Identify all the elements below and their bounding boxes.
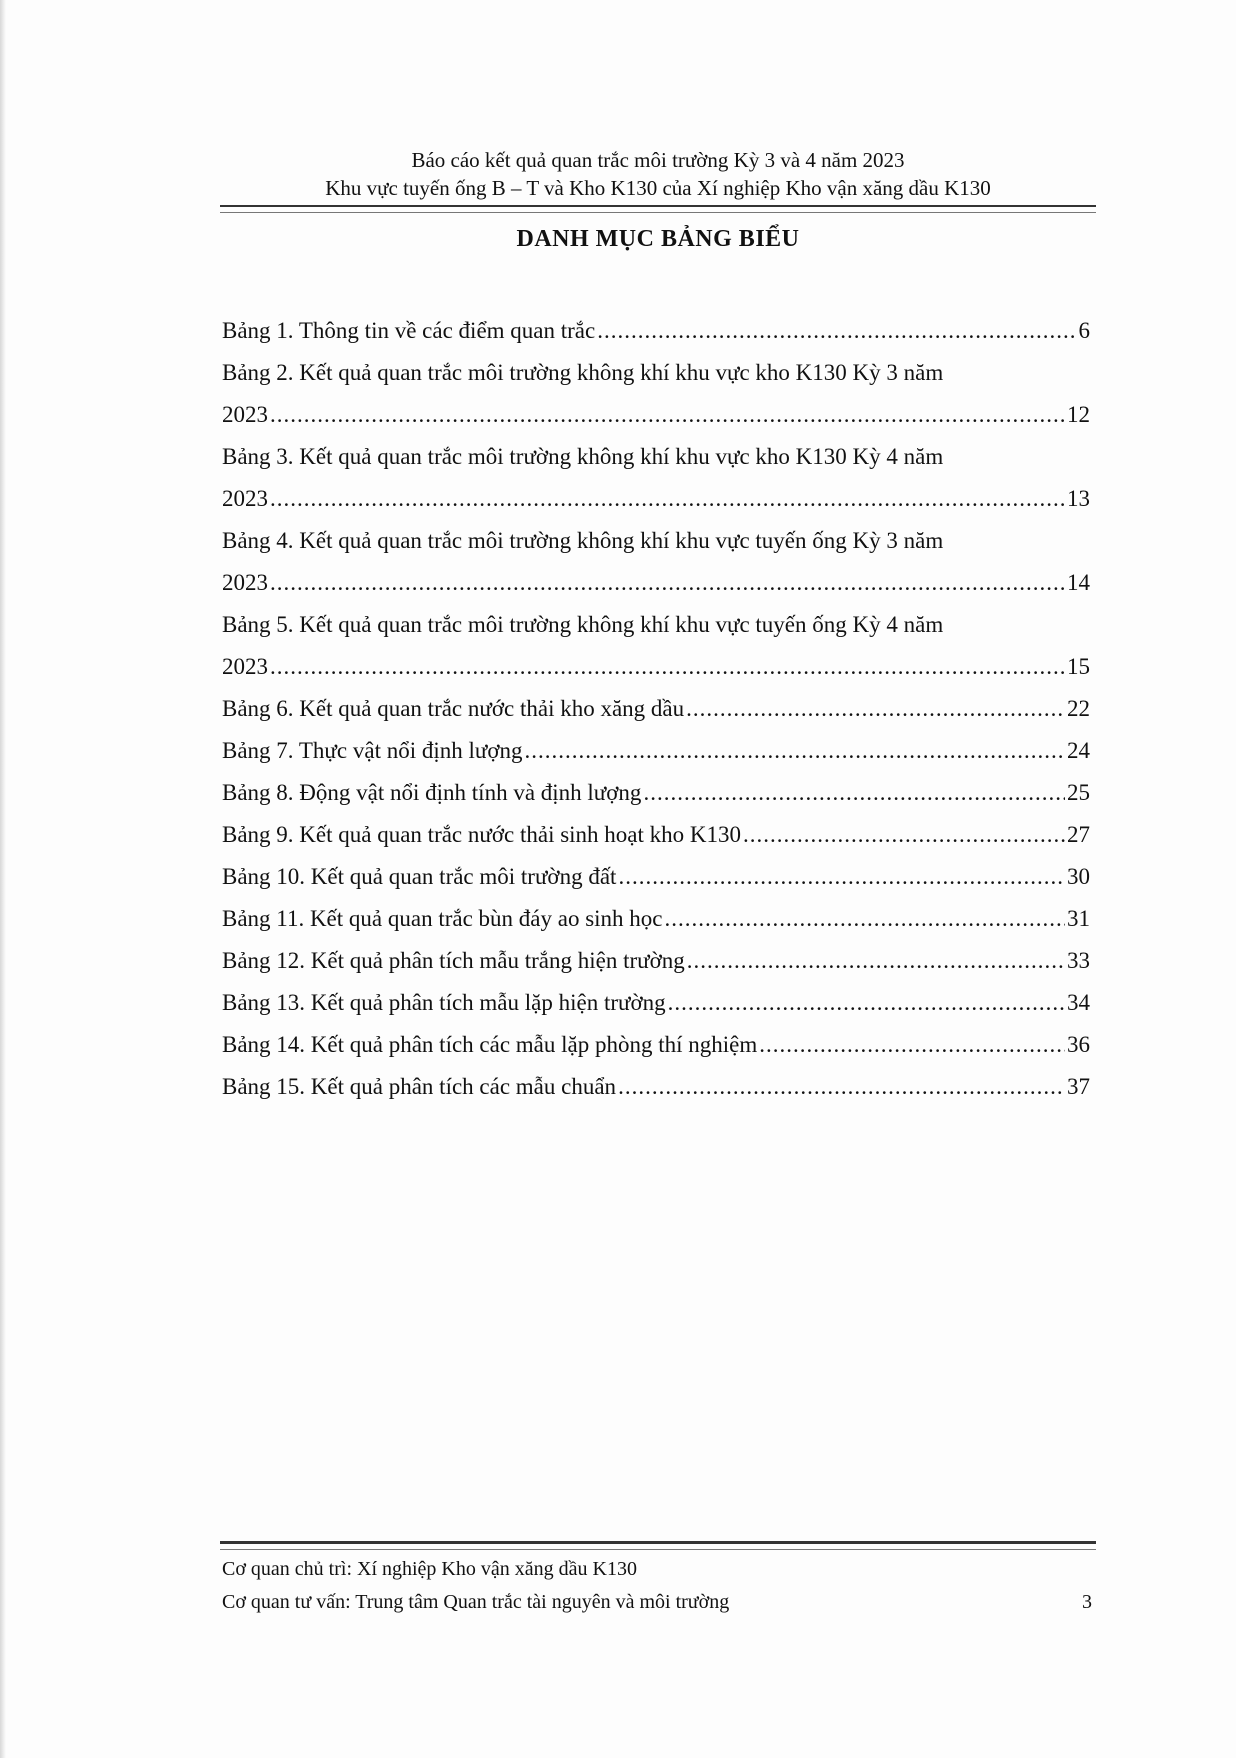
table-of-tables — [222, 310, 1090, 1108]
toc-page-number: 31 — [1067, 906, 1090, 931]
toc-entry-title: Bảng 2. Kết quả quan trắc môi trường không khí khu vực kho K130 Kỳ 3 năm — [222, 360, 944, 385]
dot-leader — [270, 646, 1065, 688]
toc-entry-title: Bảng 9. Kết quả quan trắc nước thải sinh hoạt kho K130 — [222, 822, 742, 847]
toc-entry-title-continued: 2023 — [222, 402, 268, 427]
toc-page-number: 33 — [1067, 948, 1090, 973]
toc-entry-line — [222, 940, 1090, 982]
toc-page-number: 12 — [1067, 402, 1090, 427]
dot-leader — [668, 982, 1065, 1024]
dot-leader — [759, 1024, 1065, 1066]
toc-page-number: 34 — [1067, 990, 1090, 1015]
toc-entry[interactable] — [222, 310, 1090, 352]
toc-entry[interactable] — [222, 352, 1090, 436]
toc-entry-line — [222, 310, 1090, 352]
toc-entry[interactable] — [222, 856, 1090, 898]
toc-page-number: 6 — [1078, 318, 1090, 343]
toc-entry-title: Bảng 14. Kết quả phân tích các mẫu lặp phòng thí nghiệm — [222, 1032, 758, 1057]
toc-entry[interactable] — [222, 688, 1090, 730]
footer-rule — [220, 1541, 1096, 1550]
toc-entry-line — [222, 646, 1090, 688]
dot-leader — [270, 478, 1065, 520]
toc-entry-line — [222, 478, 1090, 520]
toc-entry-line — [222, 1066, 1090, 1108]
dot-leader — [743, 814, 1065, 856]
toc-page-number: 25 — [1067, 780, 1090, 805]
toc-entry-line — [222, 730, 1090, 772]
dot-leader — [618, 856, 1065, 898]
toc-entry-title: Bảng 5. Kết quả quan trắc môi trường không khí khu vực tuyến ống Kỳ 4 năm — [222, 612, 944, 637]
toc-page-number: 27 — [1067, 822, 1090, 847]
header-line-2: Khu vực tuyến ống B – T và Kho K130 của Xí nghiệp Kho vận xăng dầu K130 — [325, 176, 991, 200]
toc-page-number: 15 — [1067, 654, 1090, 679]
dot-leader — [270, 394, 1065, 436]
toc-entry-title: Bảng 11. Kết quả quan trắc bùn đáy ao sinh học — [222, 906, 663, 931]
dot-leader — [687, 940, 1065, 982]
toc-entry-line — [222, 688, 1090, 730]
toc-page-number: 24 — [1067, 738, 1090, 763]
toc-entry[interactable] — [222, 982, 1090, 1024]
dot-leader — [270, 562, 1065, 604]
page-title: DANH MỤC BẢNG BIỂU — [516, 226, 800, 252]
toc-entry-title-continued: 2023 — [222, 570, 268, 595]
toc-entry-title: Bảng 1. Thông tin về các điểm quan trắc — [222, 318, 596, 343]
toc-entry-title: Bảng 12. Kết quả phân tích mẫu trắng hiện trường — [222, 948, 685, 973]
footer-line-2: Cơ quan tư vấn: Trung tâm Quan trắc tài nguyên và môi trường — [222, 1591, 730, 1613]
running-header — [220, 146, 1096, 202]
header-line-1: Báo cáo kết quả quan trắc môi trường Kỳ 3 và 4 năm 2023 — [411, 148, 905, 172]
toc-entry[interactable] — [222, 898, 1090, 940]
toc-entry-title: Bảng 15. Kết quả phân tích các mẫu chuẩn — [222, 1074, 617, 1099]
toc-page-number: 14 — [1067, 570, 1090, 595]
dot-leader — [597, 310, 1076, 352]
header-rule — [220, 205, 1096, 213]
toc-entry-title: Bảng 3. Kết quả quan trắc môi trường không khí khu vực kho K130 Kỳ 4 năm — [222, 444, 944, 469]
toc-entry-title: Bảng 8. Động vật nổi định tính và định lượng — [222, 780, 642, 805]
toc-entry-line — [222, 562, 1090, 604]
toc-entry-line — [222, 814, 1090, 856]
toc-page-number: 30 — [1067, 864, 1090, 889]
toc-entry-title: Bảng 6. Kết quả quan trắc nước thải kho xăng dầu — [222, 696, 685, 721]
toc-page-number: 13 — [1067, 486, 1090, 511]
toc-entry[interactable] — [222, 520, 1090, 604]
toc-entry[interactable] — [222, 1024, 1090, 1066]
dot-leader — [686, 688, 1065, 730]
toc-entry-line — [222, 1024, 1090, 1066]
toc-entry[interactable] — [222, 730, 1090, 772]
toc-entry-title: Bảng 10. Kết quả quan trắc môi trường đất — [222, 864, 617, 889]
footer-page-number: 3 — [1082, 1591, 1092, 1613]
dot-leader — [525, 730, 1065, 772]
toc-entry-line — [222, 982, 1090, 1024]
toc-entry-line — [222, 856, 1090, 898]
toc-entry-title: Bảng 4. Kết quả quan trắc môi trường không khí khu vực tuyến ống Kỳ 3 năm — [222, 528, 944, 553]
toc-entry-line — [222, 898, 1090, 940]
toc-entry-line — [222, 394, 1090, 436]
toc-entry[interactable] — [222, 814, 1090, 856]
toc-entry[interactable] — [222, 772, 1090, 814]
dot-leader — [618, 1066, 1065, 1108]
toc-entry[interactable] — [222, 1066, 1090, 1108]
scan-edge — [0, 0, 6, 1758]
dot-leader — [665, 898, 1065, 940]
toc-entry-title: Bảng 13. Kết quả phân tích mẫu lặp hiện trường — [222, 990, 666, 1015]
footer-line-2-row — [222, 1586, 1092, 1619]
footer-line-1: Cơ quan chủ trì: Xí nghiệp Kho vận xăng dầu K130 — [222, 1558, 637, 1580]
dot-leader — [643, 772, 1065, 814]
running-footer — [222, 1553, 1092, 1619]
toc-entry-line — [222, 772, 1090, 814]
toc-entry[interactable] — [222, 436, 1090, 520]
toc-entry-title-continued: 2023 — [222, 486, 268, 511]
toc-page-number: 36 — [1067, 1032, 1090, 1057]
toc-entry-title: Bảng 7. Thực vật nổi định lượng — [222, 738, 523, 763]
toc-entry-title-continued: 2023 — [222, 654, 268, 679]
toc-page-number: 22 — [1067, 696, 1090, 721]
toc-entry[interactable] — [222, 940, 1090, 982]
toc-entry[interactable] — [222, 604, 1090, 688]
toc-page-number: 37 — [1067, 1074, 1090, 1099]
